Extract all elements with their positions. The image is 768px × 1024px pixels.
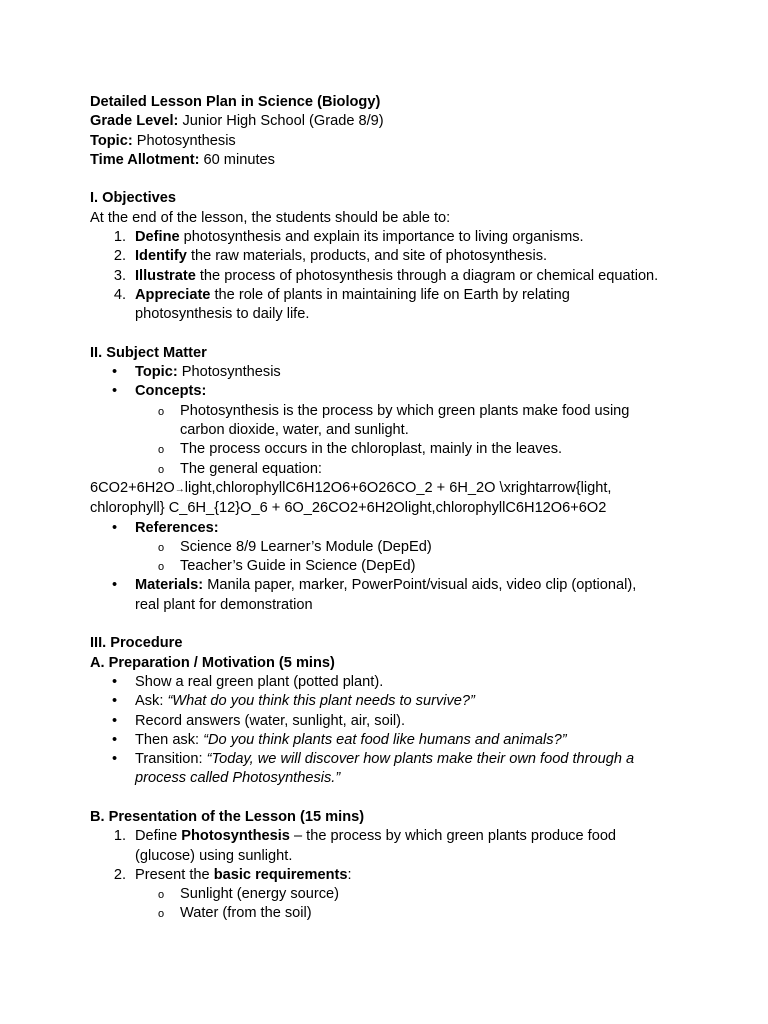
subject-matter-heading: II. Subject Matter [90,344,207,361]
bullet-icon: • [112,751,118,768]
general-equation-line-2: chlorophyll} C_6H_{12}O_6 + 6O_26CO2+6H2Olight,chlorophyllC6H12O6+6O2 [90,500,607,517]
requirement-item: o Water (from the soil) [90,904,690,923]
reference-item: o Science 8/9 Learner’s Module (DepEd) [90,538,690,557]
preparation-item: • Record answers (water, sunlight, air, soil). [90,712,690,731]
presentation-item: 1. Define Photosynthesis – the process by which green plants produce food [113,828,617,845]
preparation-heading: A. Preparation / Motivation (5 mins) [90,654,335,671]
bullet-icon: • [112,577,118,594]
preparation-item-continuation: process called Photosynthesis.” [135,770,341,787]
bullet-icon: • [112,673,118,690]
circle-bullet-icon: o [158,561,165,574]
materials-continuation: real plant for demonstration [135,596,313,613]
subject-references-item: • References: [90,519,690,538]
circle-bullet-icon: o [158,908,165,921]
circle-bullet-icon: o [158,463,165,476]
time-allotment-line: Time Allotment: 60 minutes [90,151,275,168]
preparation-item: • Then ask: “Do you think plants eat food like humans and animals?” [90,731,690,750]
concept-item: o The general equation: [90,460,690,479]
bullet-icon: • [112,693,118,710]
objective-item: 4. Appreciate the role of plants in maintaining life on Earth by relating [113,286,570,303]
subject-concepts-item: • Concepts: [90,382,690,401]
arrow-icon: → [174,483,185,495]
bullet-icon: • [112,731,118,748]
concept-item: o Photosynthesis is the process by which green plants make food using [90,402,690,421]
lesson-plan-document [90,93,690,924]
bullet-icon: • [112,712,118,729]
subject-materials-item: • Materials: Manila paper, marker, PowerPoint/visual aids, video clip (optional), [90,576,690,595]
procedure-heading: III. Procedure [90,635,183,652]
circle-bullet-icon: o [158,541,165,554]
presentation-heading: B. Presentation of the Lesson (15 mins) [90,808,365,825]
objective-item: 3. Illustrate the process of photosynthesis through a diagram or chemical equation. [113,267,659,284]
bullet-icon: • [112,519,118,536]
general-equation-line: 6CO2+6H2O→light,chlorophyllC6H12O6+6O26CO_2 + 6H_2O \xrightarrow{light, [90,479,612,496]
concept-item: o The process occurs in the chloroplast, mainly in the leaves. [90,440,690,459]
document-title: Detailed Lesson Plan in Science (Biology) [90,94,381,110]
bullet-icon: • [112,364,118,381]
objectives-intro: At the end of the lesson, the students should be able to: [90,209,451,226]
objective-item: 2. Identify the raw materials, products, and site of photosynthesis. [113,248,548,265]
objectives-heading: I. Objectives [90,190,176,207]
presentation-item: 2. Present the basic requirements: [113,866,352,883]
bullet-icon: • [112,383,118,400]
objective-item: 1. Define photosynthesis and explain its importance to living organisms. [113,229,584,246]
concept-item-continuation: carbon dioxide, water, and sunlight. [180,422,409,439]
topic-line: Topic: Photosynthesis [90,132,236,149]
presentation-item-continuation: (glucose) using sunlight. [135,847,293,864]
circle-bullet-icon: o [158,405,165,418]
objective-item-continuation: photosynthesis to daily life. [135,306,310,323]
preparation-item: • Transition: “Today, we will discover how plants make their own food through a [90,750,690,769]
circle-bullet-icon: o [158,444,165,457]
preparation-item: • Ask: “What do you think this plant needs to survive?” [90,692,690,711]
reference-item: o Teacher’s Guide in Science (DepEd) [90,557,690,576]
requirement-item: o Sunlight (energy source) [90,885,690,904]
preparation-item: • Show a real green plant (potted plant). [90,673,690,692]
grade-level-line: Grade Level: Junior High School (Grade 8/9) [90,113,384,130]
circle-bullet-icon: o [158,889,165,902]
subject-topic-item: • Topic: Photosynthesis [90,363,690,382]
